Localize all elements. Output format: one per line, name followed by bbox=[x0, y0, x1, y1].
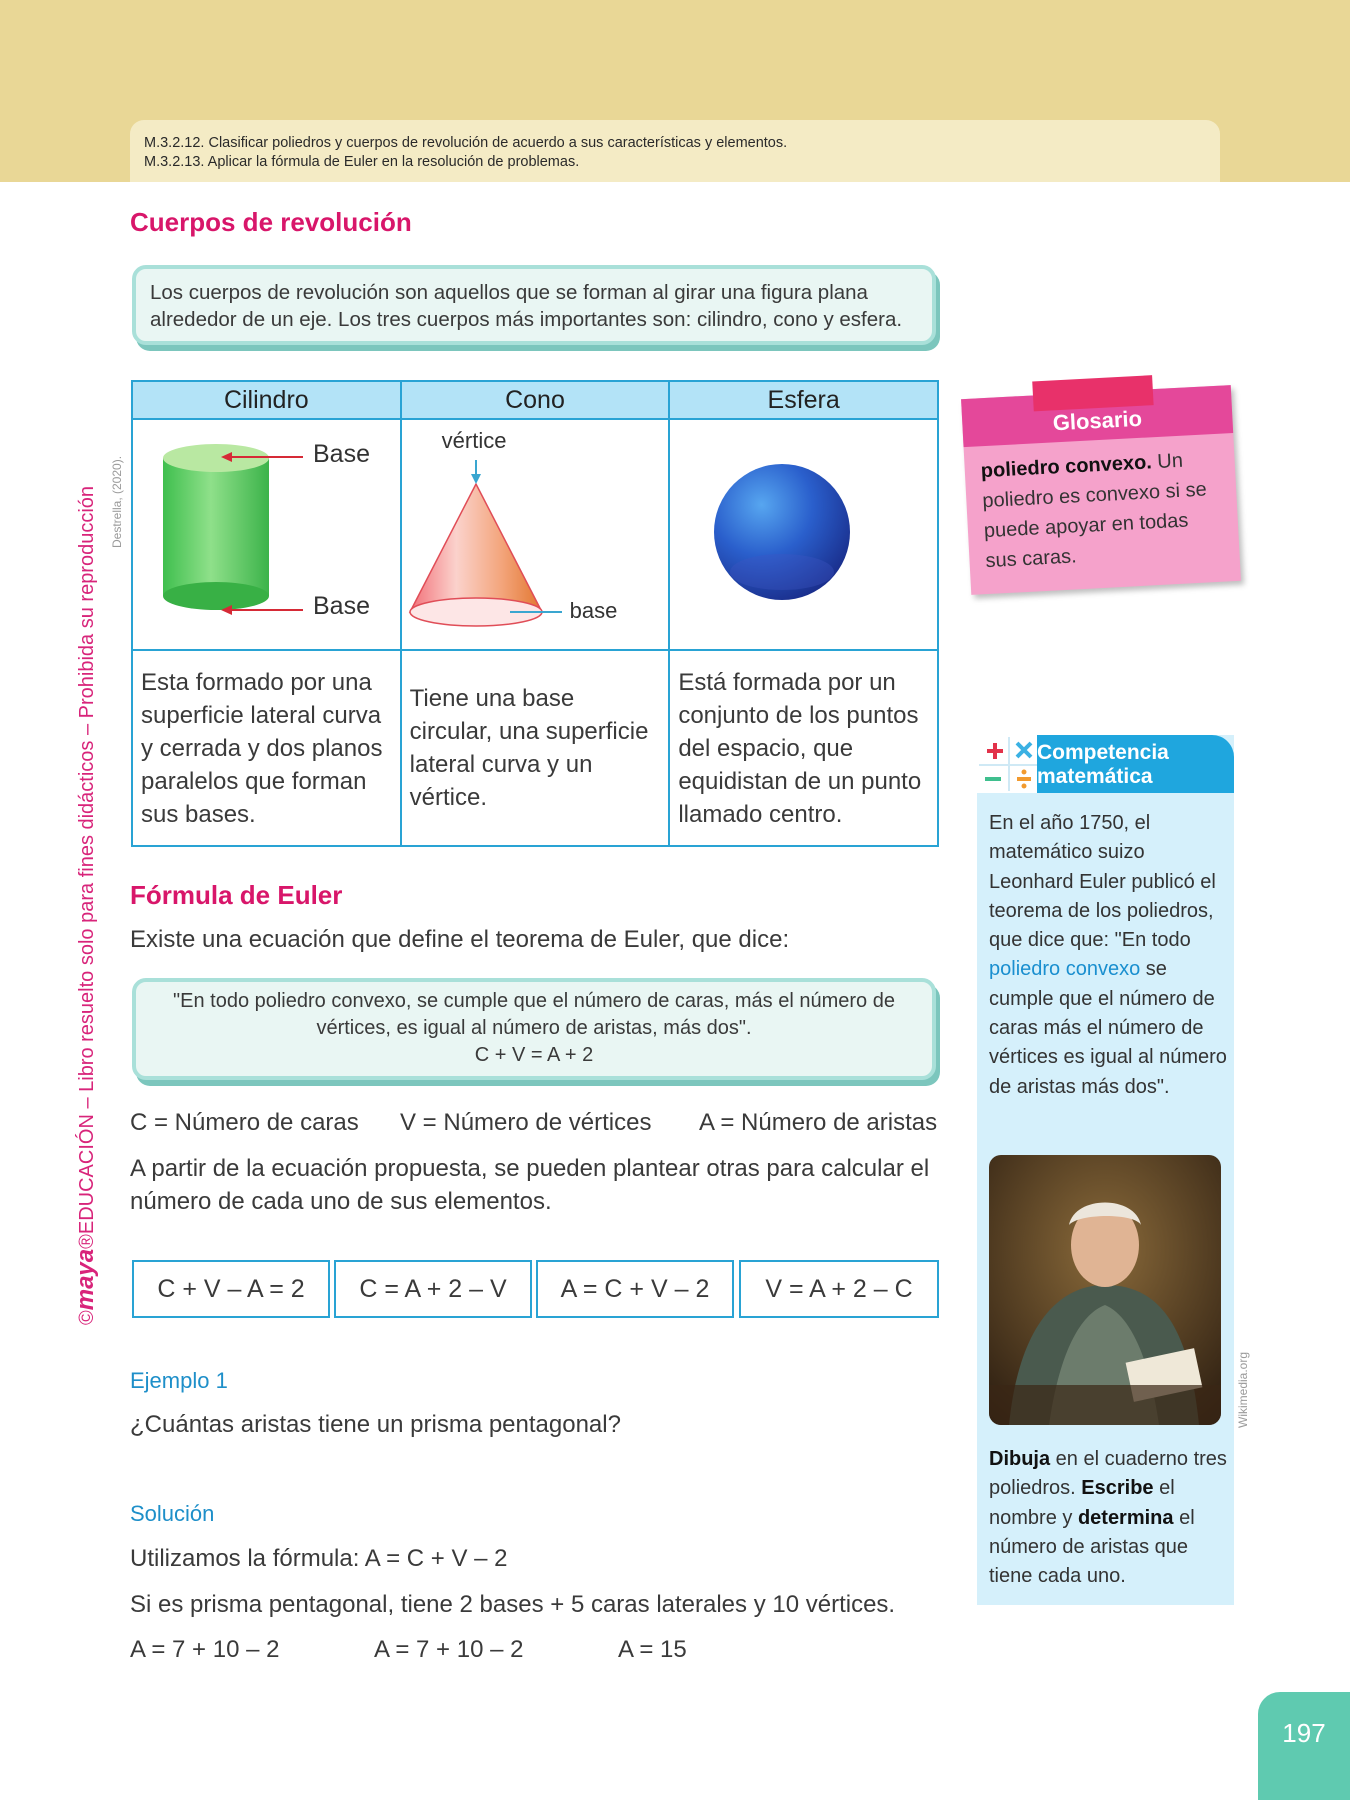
euler-paragraph-line2: número de cada uno de sus elementos. bbox=[130, 1188, 552, 1215]
solution-step-2: A = 7 + 10 – 2 bbox=[374, 1636, 524, 1663]
euler-quote: "En todo poliedro convexo, se cumple que el número de caras, más el número de vértices, es igual al número de aristas, más dos". bbox=[173, 990, 895, 1039]
intro-text: Los cuerpos de revolución son aquellos que se forman al girar una figura plana alrededor de un eje. Los tres cuerpos más importantes son: cilindro, cono y esfera. bbox=[150, 281, 903, 331]
cone-description: Tiene una base circular, una superficie lateral curva y un vértice. bbox=[401, 650, 670, 846]
example-label: Ejemplo 1 bbox=[130, 1368, 228, 1393]
math-operations-icon bbox=[977, 735, 1041, 793]
euler-portrait bbox=[989, 1155, 1221, 1425]
header-cylinder: Cilindro bbox=[132, 381, 401, 419]
section-title-euler: Fórmula de Euler bbox=[130, 880, 343, 910]
euler-formula: C + V = A + 2 bbox=[474, 1044, 594, 1066]
header-cone: Cono bbox=[401, 381, 670, 419]
copyright-text: ®EDUCACIÓN – Libro resuelto solo para fines didácticos – Prohibida su reproducción bbox=[76, 485, 98, 1249]
sphere-illustration bbox=[670, 420, 938, 644]
example-question: ¿Cuántas aristas tiene un prisma pentagonal? bbox=[130, 1411, 621, 1438]
glossary-note bbox=[961, 385, 1241, 595]
label-base-top: Base bbox=[313, 440, 370, 468]
task-verb-draw: Dibuja bbox=[989, 1448, 1051, 1470]
glossary-title: Glosario bbox=[961, 385, 1233, 447]
cone-figure-cell bbox=[401, 419, 670, 650]
label-base-bottom: Base bbox=[313, 592, 370, 620]
glossary-definition: Un poliedro es convexo si se puede apoyar en todas sus caras. bbox=[981, 449, 1208, 573]
glossary-text bbox=[964, 433, 1241, 587]
def-caras: C = Número de caras bbox=[130, 1109, 359, 1136]
solution-step-3: A = 15 bbox=[618, 1636, 687, 1663]
equation-box-1: C + V – A = 2 bbox=[132, 1260, 330, 1318]
competencia-text bbox=[989, 809, 1229, 1102]
skills-box bbox=[130, 120, 1220, 182]
solution-step-1: A = 7 + 10 – 2 bbox=[130, 1636, 280, 1663]
side-copyright-notice bbox=[72, 480, 112, 1325]
task-verb-write: Escribe bbox=[1081, 1477, 1154, 1500]
image-credit: Destrella, (2020). bbox=[110, 455, 124, 548]
competencia-text-b: se cumple que el número de caras más el número de vértices es igual al número de aristas más dos". bbox=[989, 958, 1227, 1098]
competencia-title-line1: Competencia bbox=[1037, 741, 1169, 764]
glossary-tab bbox=[1032, 375, 1153, 411]
task-verb-determine: determina bbox=[1077, 1506, 1174, 1529]
intro-callout bbox=[132, 265, 936, 345]
solution-explanation: Si es prisma pentagonal, tiene 2 bases + 5 caras laterales y 10 vértices. bbox=[130, 1591, 896, 1618]
competencia-header bbox=[977, 735, 1234, 793]
sphere-description: Está formada por un conjunto de los puntos del espacio, que equidistan de un punto llamado centro. bbox=[669, 650, 938, 846]
equation-box-3: A = C + V – 2 bbox=[536, 1260, 734, 1318]
glossary-term: poliedro convexo. bbox=[980, 451, 1153, 483]
label-vertex: vértice bbox=[441, 428, 507, 453]
header-sphere: Esfera bbox=[669, 381, 938, 419]
competencia-panel bbox=[977, 735, 1234, 1605]
competencia-task bbox=[989, 1445, 1229, 1591]
portrait-credit: Wikimedia.org bbox=[1236, 1351, 1250, 1428]
competencia-text-a: En el año 1750, el matemático suizo Leonhard Euler publicó el teorema de los poliedros, que dice que: "En todo bbox=[989, 812, 1216, 952]
competencia-title-line2: matemática bbox=[1037, 765, 1153, 788]
section-title-revolution: Cuerpos de revolución bbox=[130, 207, 412, 237]
euler-paragraph-line1: A partir de la ecuación propuesta, se pueden plantear otras para calcular el bbox=[130, 1155, 930, 1182]
equation-box-2: C = A + 2 – V bbox=[334, 1260, 532, 1318]
euler-portrait-image bbox=[989, 1155, 1221, 1425]
task-text-1: en el cuaderno tres poliedros. bbox=[989, 1448, 1227, 1500]
euler-lead: Existe una ecuación que define el teorema de Euler, que dice: bbox=[130, 926, 790, 953]
label-cone-base: base bbox=[569, 598, 618, 623]
task-text-3: el número de aristas que tiene cada uno. bbox=[989, 1506, 1195, 1588]
revolution-bodies-table bbox=[131, 380, 939, 847]
competencia-highlight: poliedro convexo bbox=[989, 958, 1141, 981]
brand-logo-text: maya bbox=[72, 1248, 99, 1311]
def-aristas: A = Número de aristas bbox=[699, 1109, 938, 1136]
equation-box-4: V = A + 2 – C bbox=[739, 1260, 939, 1318]
copyright-symbol: © bbox=[76, 1310, 98, 1325]
cylinder-description: Esta formado por una superficie lateral curva y cerrada y dos planos paralelos que forman sus bases. bbox=[132, 650, 401, 846]
task-text-2: el nombre y bbox=[989, 1477, 1175, 1529]
page-number: 197 bbox=[1258, 1692, 1350, 1800]
skill-line-2: M.3.2.13. Aplicar la fórmula de Euler en la resolución de problemas. bbox=[144, 154, 580, 170]
solution-formula: Utilizamos la fórmula: A = C + V – 2 bbox=[130, 1545, 508, 1572]
solution-label: Solución bbox=[130, 1501, 215, 1526]
sphere-figure-cell bbox=[669, 419, 938, 650]
skill-line-1: M.3.2.12. Clasificar poliedros y cuerpos de revolución de acuerdo a sus características y elementos. bbox=[144, 135, 788, 151]
competencia-title bbox=[1037, 735, 1234, 793]
cylinder-figure-cell bbox=[132, 419, 401, 650]
euler-quote-callout bbox=[132, 978, 936, 1080]
def-vertices: V = Número de vértices bbox=[400, 1109, 652, 1136]
